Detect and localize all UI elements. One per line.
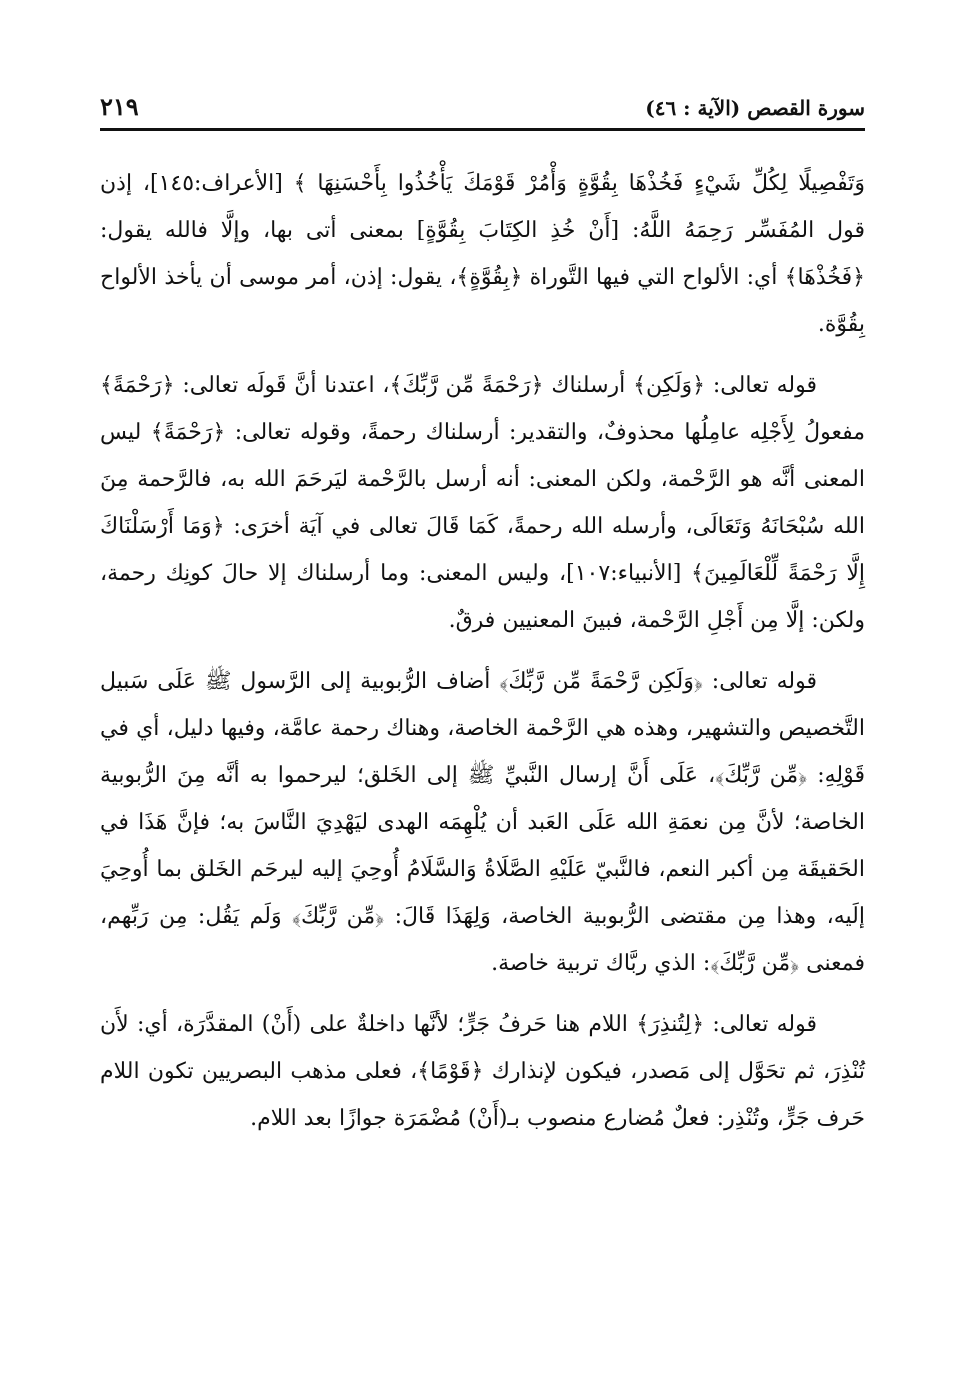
paragraph-1: وَتَفْصِيلًا لِكُلِّ شَيْءٍ فَخُذْهَا بِقُوَّةٍ وَأْمُرْ قَوْمَكَ يَأْخُذُوا بِأَحْسَنِهَا ﴾ [الأعراف:١٤٥]، إذن قول المُفَسِّر رَحِمَهُ اللَّهُ: [أَنْ خُذِ الكِتَابَ بِقُوَّةٍ] بمعنى أتى بها، وإلَّا فالله يقول: ﴿فَخُذْهَا﴾ أي: الألواح التي فيها التَّوراة ﴿بِقُوَّةٍ﴾، يقول: إذن، أمر موسى أن يأخذ الألواح بِقُوَّة. <box>100 171 866 337</box>
chapter-title: سورة القصص (الآية : ٤٦) <box>645 96 865 120</box>
paragraph-2: قوله تعالى: ﴿وَلَكِن﴾ أرسلناك ﴿رَحْمَةً مِّن رَّبِّكَ﴾، اعتدنا أنَّ قَولَه تعالى: ﴿رَحْمَةً﴾ مفعولُ لِأَجْلِه عامِلُها محذوفٌ، والتقدير: أرسلناك رحمةً، وقوله تعالى: ﴿رَحْمَةً﴾ ليس المعنى أنَّه هو الرَّحْمة، ولكن المعنى: أنه أرسل بالرَّحْمة ليَرحَمَ الله به، فالرَّحمة مِنَ الله سُبْحَانَهُ وَتَعَالَى، وأرسله الله رحمةً، كَمَا قَالَ تعالى في آيَة أخرَى: ﴿وَمَا أَرْسَلْنَاكَ إِلَّا رَحْمَةً لِّلْعَالَمِينَ﴾ [الأنبياء:١٠٧]، وليس المعنى: وما أرسلناك إلا حالَ كونِك رحمة، ولكن: إلَّا مِن أَجْلِ الرَّحْمة، فبينَ المعنيين فرقٌ. <box>100 373 865 633</box>
page-header <box>100 92 865 126</box>
page-body <box>100 160 865 1156</box>
header-divider <box>100 128 865 131</box>
paragraph-3: قوله تعالى: ﴿وَلَكِن رَّحْمَةً مِّن رَّبِّكَ﴾ أضاف الرُّبوبية إلى الرَّسول ﷺ عَلَى سَبيل التَّخصيص والتشهير، وهذه هي الرَّحْمة الخاصة، وهناك رحمة عامَّة، وفيها دليل، أي في قَوْلِهِ: ﴿مِّن رَّبِّكَ﴾، عَلَى أَنَّ إرسال النَّبيِّ ﷺ إلى الخَلق؛ ليرحموا به أنَّه مِنَ الرُّبوبية الخاصة؛ لأنَّ مِن نعمَةِ الله عَلَى العَبد أن يُلْهِمَه الهدى ليَهْدِيَ النَّاسَ به؛ فإنَّ هَذَا في الحَقيقَة مِن أكبر النعم، فالنَّبيّ عَلَيْهِ الصَّلَاةُ وَالسَّلَامُ أُوحِيَ إليه ليرحَم الخَلق بما أُوحِيَ إلَيه، وهذا مِن مقتضى الرُّبوبية الخاصة، وَلِهَذَا قَالَ: ﴿مِّن رَّبِّكَ﴾ وَلَم يَقُل: مِن رَبِّهم، فمعنى ﴿مِّن رَّبِّكَ﴾: الذي ربَّاك تربية خاصة. <box>100 669 865 976</box>
paragraph-4: قوله تعالى: ﴿لِتُنذِرَ﴾ اللام هنا حَرفُ جَرٍّ؛ لأنَّها داخلةٌ على (أَنْ) المقدَّرَة، أي: لأَن تُنْذِرَ، ثم تحَوَّل إلى مَصدر، فيكون لإنذارك ﴿قَوْمًا﴾، فعلى مذهب البصريين تكون اللام حَرف جَرٍّ، وتُنْذِر: فعلٌ مُضارع منصوب بـ(أَنْ) مُضْمَرَة جوازًا بعد اللام. <box>100 1012 865 1131</box>
page-number: ٢١٩ <box>100 92 139 121</box>
